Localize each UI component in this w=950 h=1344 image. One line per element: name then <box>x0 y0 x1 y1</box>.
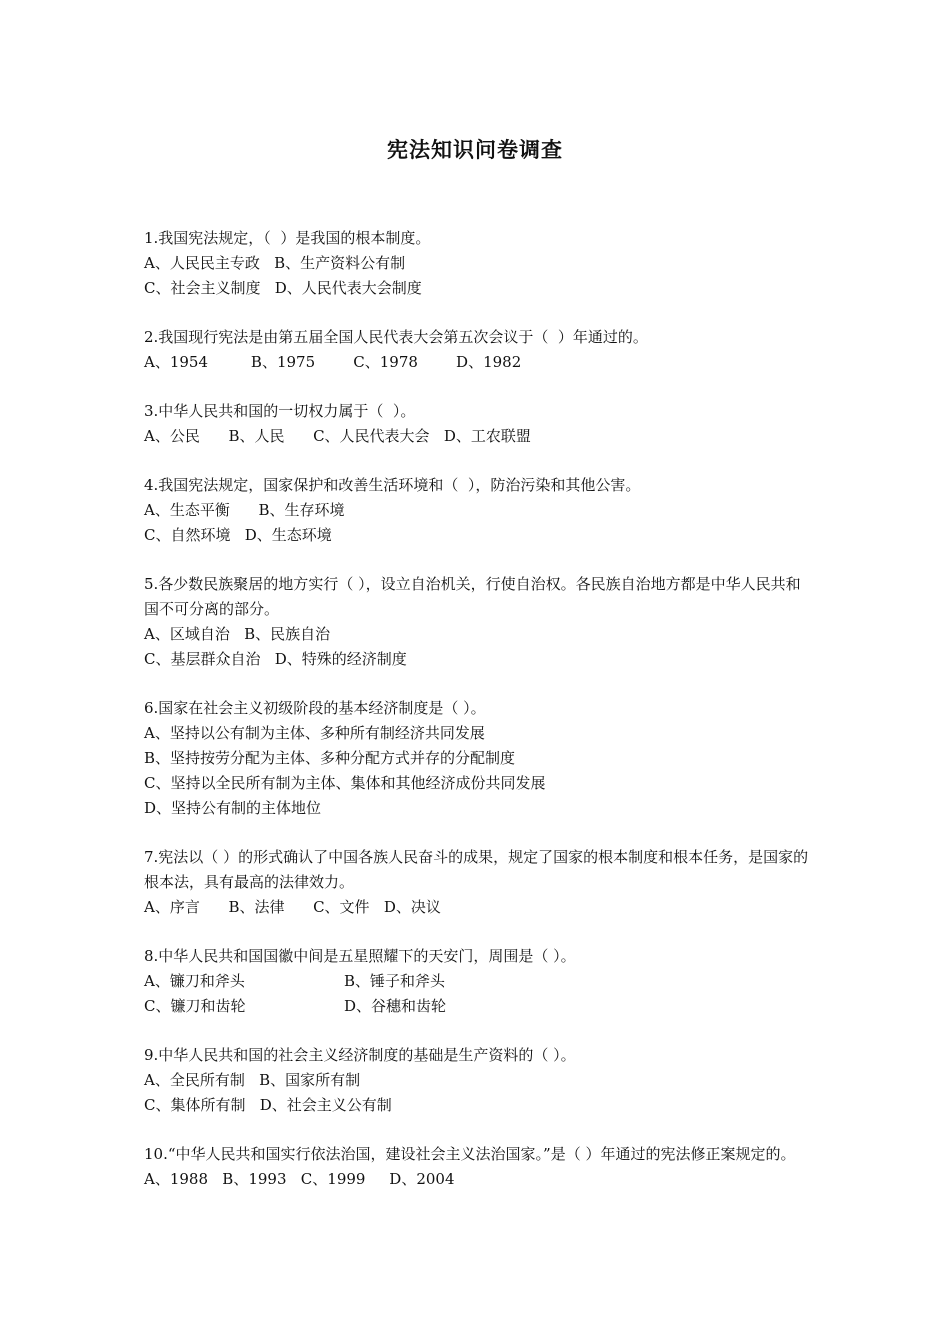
option-line: A、1988 B、1993 C、1999 D、2004 <box>144 1170 455 1188</box>
question-stem: 9.中华人民共和国的社会主义经济制度的基础是生产资料的（ ）。 <box>144 1046 576 1064</box>
option-line: C、自然环境 D、生态环境 <box>144 526 332 544</box>
option-line: A、坚持以公有制为主体、多种所有制经济共同发展 <box>144 724 485 742</box>
question-stem: 1.我国宪法规定，（ ）是我国的根本制度。 <box>144 229 431 247</box>
question-7 <box>144 845 814 920</box>
option-line: C、社会主义制度 D、人民代表大会制度 <box>144 279 422 297</box>
question-stem: 10.“中华人民共和国实行依法治国，建设社会主义法治国家。”是（ ）年通过的宪法修正案规定的。 <box>144 1145 796 1163</box>
question-10 <box>144 1142 814 1192</box>
option-line: A、人民民主专政 B、生产资料公有制 <box>144 254 406 272</box>
question-1 <box>144 226 814 301</box>
option-line: C、坚持以全民所有制为主体、集体和其他经济成份共同发展 <box>144 774 546 792</box>
question-stem: 8.中华人民共和国国徽中间是五星照耀下的天安门，周围是（ ）。 <box>144 947 576 965</box>
question-list <box>144 226 814 1216</box>
option-row <box>144 994 814 1019</box>
option-b: B、锤子和斧头 <box>344 972 446 990</box>
option-line: A、公民 B、人民 C、人民代表大会 D、工农联盟 <box>144 427 531 445</box>
option-line: C、基层群众自治 D、特殊的经济制度 <box>144 650 407 668</box>
option-c: C、镰刀和齿轮 <box>144 997 246 1015</box>
question-8 <box>144 944 814 1019</box>
option-row <box>144 969 814 994</box>
option-line: D、坚持公有制的主体地位 <box>144 799 322 817</box>
question-3 <box>144 399 814 449</box>
question-2 <box>144 325 814 375</box>
option-line: A、区域自治 B、民族自治 <box>144 625 331 643</box>
option-line: A、生态平衡 B、生存环境 <box>144 501 345 519</box>
question-5 <box>144 572 814 672</box>
option-line: A、1954 B、1975 C、1978 D、1982 <box>144 353 522 371</box>
question-stem: 2.我国现行宪法是由第五届全国人民代表大会第五次会议于（ ）年通过的。 <box>144 328 648 346</box>
question-stem: 6.国家在社会主义初级阶段的基本经济制度是（ ）。 <box>144 699 486 717</box>
question-stem: 5.各少数民族聚居的地方实行（ ），设立自治机关，行使自治权。各民族自治地方都是中华人民共和国不可分离的部分。 <box>144 575 801 618</box>
option-d: D、谷穗和齿轮 <box>344 997 447 1015</box>
page-title: 宪法知识问卷调查 <box>387 137 563 162</box>
question-stem: 4.我国宪法规定，国家保护和改善生活环境和（ ），防治污染和其他公害。 <box>144 476 641 494</box>
question-6 <box>144 696 814 821</box>
option-a: A、镰刀和斧头 <box>144 972 245 990</box>
option-line: A、全民所有制 B、国家所有制 <box>144 1071 361 1089</box>
question-stem: 7.宪法以（ ）的形式确认了中国各族人民奋斗的成果，规定了国家的根本制度和根本任务，是国家的根本法，具有最高的法律效力。 <box>144 848 809 891</box>
option-line: C、集体所有制 D、社会主义公有制 <box>144 1096 392 1114</box>
option-line: A、序言 B、法律 C、文件 D、决议 <box>144 898 441 916</box>
question-stem: 3.中华人民共和国的一切权力属于（ ）。 <box>144 402 416 420</box>
option-line: B、坚持按劳分配为主体、多种分配方式并存的分配制度 <box>144 749 516 767</box>
question-4 <box>144 473 814 548</box>
question-9 <box>144 1043 814 1118</box>
